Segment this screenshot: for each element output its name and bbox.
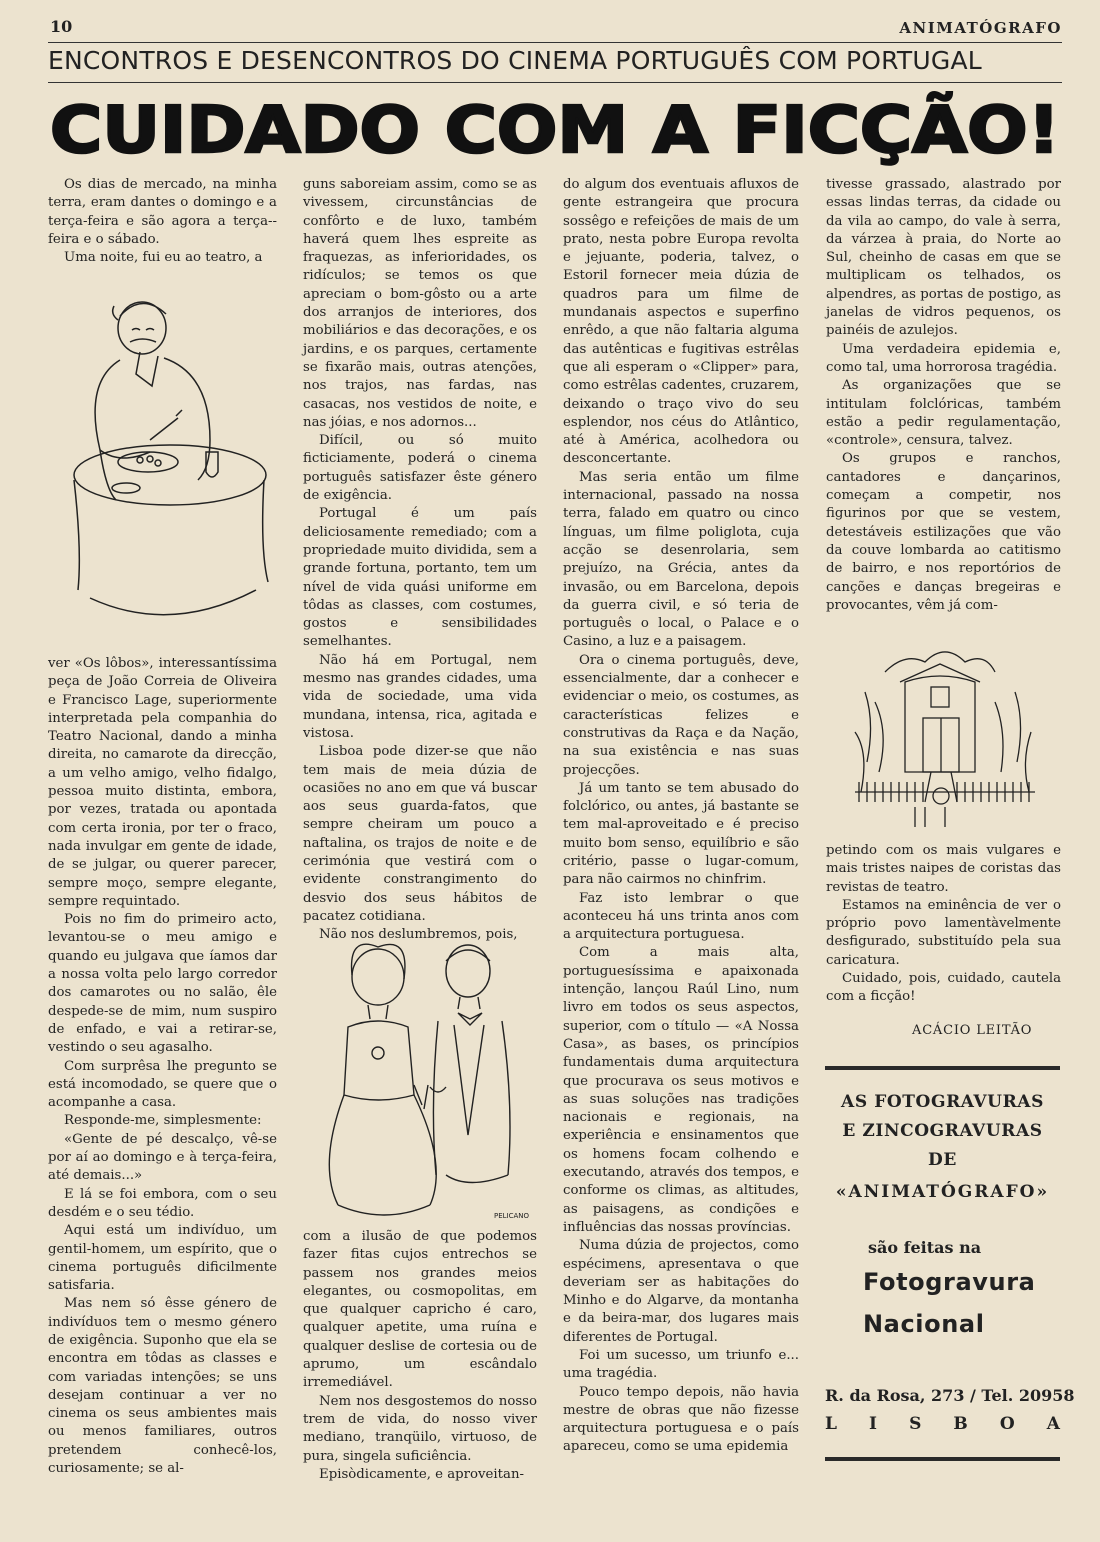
article-paragraph: Foi um sucesso, um triunfo e... uma tragédia. [563, 1348, 799, 1382]
ad-company-name-2: Nacional [863, 1310, 985, 1338]
article-paragraph: Faz isto lembrar o que aconteceu há uns trinta anos com a arquitectura portuguesa. [563, 890, 799, 943]
article-paragraph: Aqui está um indivíduo, um gentil-homem, um espírito, que o cinema português dificilmente satisfaria. [48, 1223, 277, 1294]
article-paragraph: Uma verdadeira epidemia e, como tal, uma horrorosa tragédia. [826, 341, 1061, 375]
article-paragraph: Não nos deslumbremos, pois, [319, 927, 518, 943]
kicker-rule [48, 82, 1062, 83]
ad-line-3: DE [928, 1150, 957, 1170]
article-paragraph: Estamos na eminência de ver o próprio povo lamentàvelmente desfigurado, substituído pela sua caricatura. [826, 897, 1061, 968]
article-title [48, 86, 1062, 166]
article-kicker: ENCONTROS E DESENCONTROS DO CINEMA PORTUGUÊS COM PORTUGAL [48, 46, 982, 75]
column-1-top [48, 176, 277, 267]
ad-address: R. da Rosa, 273 / Tel. 20958 [825, 1386, 1075, 1405]
ad-city-letter: I [869, 1414, 877, 1434]
article-paragraph: ver «Os lôbos», interessantíssima peça de João Correia de Oliveira e Francisco Lage, superiormente interpretada pela companhia do Teatro Nacional, dando a minha direita, no camarote da direcção, a um velho amigo, velho fidalgo, pessoa muito distinta, embora, por vezes, tratada ou apontada com certa ironia, por ter o fraco, nada invulgar em gente de idade, de se julgar, ou querer parecer, sempre moço, sempre elegante, sempre requintado. [48, 656, 277, 909]
ad-city-letter: B [953, 1414, 968, 1434]
couple-illustration [318, 935, 540, 1225]
article-paragraph: «Gente de pé descalço, vê-se por aí ao domingo e à terça-feira, até demais...» [48, 1131, 277, 1184]
article-paragraph: Responde-me, simplesmente: [64, 1113, 262, 1129]
article-paragraph: Pois no fim do primeiro acto, levantou-se o meu amigo e quando eu julgava que íamos dar a nossa volta pelo largo corredor dos camarotes ou no salão, êle despede-se de mim, num suspiro de enfado, e vai a retirar-se, vestindo o seu agasalho. [48, 912, 277, 1056]
column-3 [563, 176, 799, 1457]
article-paragraph: Pouco tempo depois, não havia mestre de obras que não fizesse arquitectura portuguesa e o país apareceu, como se uma epidemia [563, 1384, 799, 1455]
article-paragraph: Os dias de mercado, na minha terra, eram dantes o domingo e a terça-feira e são agora a terça--feira e o sábado. [48, 177, 277, 247]
ad-city-letter: O [999, 1414, 1015, 1434]
column-4-bottom [826, 842, 1061, 1007]
house-illustration [845, 632, 1045, 832]
article-paragraph: petindo com os mais vulgares e mais tristes naipes de coristas das revistas de teatro. [826, 843, 1061, 895]
article-paragraph: Com surprêsa lhe pregunto se está incomodado, se quere que o acompanhe a casa. [48, 1058, 277, 1111]
article-paragraph: Numa dúzia de projectos, como espécimens, apresentava o que deveriam ser as habitações do Minho e do Algarve, da montanha e da beira-mar, dos lugares mais diferentes de Portugal. [563, 1238, 799, 1345]
author-signature: ACÁCIO LEITÃO [912, 1023, 1033, 1038]
ad-feitas-na: são feitas na [868, 1238, 982, 1257]
ad-bottom-rule [825, 1457, 1060, 1461]
article-paragraph: Portugal é um país deliciosamente remediado; com a propriedade muito dividida, sem a grande fortuna, portanto, tem um nível de vida quási uniforme em tôdas as classes, com costumes, gostos e sensibilidades semelhantes. [303, 506, 537, 650]
ad-city-letter: L [825, 1414, 837, 1434]
ad-city [825, 1414, 1060, 1434]
article-paragraph: Episòdicamente, e aproveitan- [319, 1466, 525, 1482]
ad-top-rule [825, 1066, 1060, 1070]
article-paragraph: Já um tanto se tem abusado do folclórico, ou antes, já bastante se tem mal-aproveitado e é preciso muito bom senso, equilíbrio e são critério, passe o lugar-comum, para não cairmos no chinfrim. [563, 780, 799, 888]
column-2-top [303, 176, 537, 944]
article-paragraph: Nem nos desgostemos do nosso trem de vida, do nosso viver mediano, tranqüilo, virtuoso, de pura, singela suficiência. [303, 1393, 537, 1464]
magazine-name: ANIMATÓGRAFO [899, 19, 1062, 37]
article-paragraph: Difícil, ou só muito ficticiamente, poderá o cinema português satisfazer êste género de exigência. [303, 433, 537, 504]
article-paragraph: Não há em Portugal, nem mesmo nas grandes cidades, uma vida de sociedade, uma vida mundana, intensa, rica, agitada e vistosa. [303, 652, 537, 741]
illustration-signature: PELICANO [494, 1212, 530, 1220]
article-paragraph: E lá se foi embora, com o seu desdém e o seu tédio. [48, 1186, 277, 1220]
article-paragraph: Mas seria então um filme internacional, passado na nossa terra, falado em quatro ou cinco línguas, um filme poliglota, cuja acção se desenrolaria, sem prejuízo, na Grécia, antes da invasão, ou em Barcelona, depois da guerra civil, e só teria de português o local, o Palace e o Casino, a luz e a paisagem. [563, 469, 799, 650]
ad-city-letter: S [909, 1414, 922, 1434]
article-paragraph: Os grupos e ranchos, cantadores e dançarinos, começam a competir, nos figurinos por que se vestem, detestáveis estilizações que vão da couve lombarda ao catitismo de bairro, e nos reportórios de canções e danças bregeiras e provocantes, vêm já com- [826, 451, 1061, 613]
ad-line-4: «ANIMATÓGRAFO» [835, 1182, 1050, 1202]
article-paragraph: do algum dos eventuais afluxos de gente estrangeira que procura sossêgo e refeições de mais de um prato, nesta pobre Europa revolta e jejuante, poderia, talvez, o Estoril fornecer meia dúzia de quadros para um filme de mundanais aspectos e superfino enrêdo, a que não faltaria alguma das autênticas e fugitivas estrêlas que ali esperam o «Clipper» para, como estrêlas cadentes, cruzarem, deixando o traço vivo do seu esplendor, nos céus do Atlântico, até à América, acolhedora ou desconcertante. [563, 177, 799, 467]
article-paragraph: As organizações que se intitulam folclóricas, também estão a pedir regulamentação, «controle», censura, talvez. [826, 378, 1061, 449]
waiter-illustration [60, 290, 270, 640]
article-paragraph: Mas nem só êsse género de indivíduos tem o mesmo género de exigência. Suponho que ela se encontra em tôdas as classes e com variadas intenções; se uns desejam continuar a ver no cinema os seus ambientes mais ou menos familiares, outros pretendem conhecê-los, curiosamente; se al- [48, 1296, 277, 1477]
ad-line-1: AS FOTOGRAVURAS [841, 1092, 1044, 1112]
article-paragraph: Com a mais alta, portuguesíssima e apaixonada intenção, lançou Raúl Lino, num livro em todos os seus aspectos, superior, com o título — «A Nossa Casa», as bases, os princípios fundamentais duma arquitectura que procurava os seus motivos e as suas soluções nas tradições nacionais e regionais, na experiência e ensinamentos que os homens focam colhendo e executando, através dos tempos, e conforme os climas, as altitudes, as paisagens, as condições e influências das nossas províncias. [563, 945, 799, 1235]
article-paragraph: Ora o cinema português, deve, essencialmente, dar a conhecer e evidenciar o meio, os costumes, as características felizes e construtivas da Raça e da Nação, na sua existência e nas suas projecções. [563, 652, 799, 778]
article-paragraph: guns saboreiam assim, como se as vivessem, circunstâncias de confôrto e de luxo, também haverá quem lhes espreite as fraquezas, as inferioridades, os ridículos; se temos os que apreciam o bom-gôsto ou a arte dos arranjos de interiores, dos mobiliários e das decorações, e os jardins, e os parques, certamente se fixarão mais, outras atenções, nos trajos, nas fardas, nas casacas, nos vestidos de noite, e nas jóias, e nos adornos... [303, 177, 537, 430]
ad-line-2: E ZINCOGRAVURAS [842, 1121, 1043, 1141]
ad-city-letter: A [1046, 1414, 1060, 1434]
article-paragraph: Cuidado, pois, cuidado, cautela com a ficção! [826, 971, 1061, 1005]
article-paragraph: Uma noite, fui eu ao teatro, a [64, 250, 263, 266]
article-paragraph: Lisboa pode dizer-se que não tem mais de meia dúzia de ocasiões no ano em que vá buscar aos seus guarda-fatos, que sempre cheiram um pouco a naftalina, os trajos de noite e de cerimónia que vestirá com o evidente constrangimento do desvio dos seus hábitos de pacatez cotidiana. [303, 744, 537, 924]
article-paragraph: com a ilusão de que podemos fazer fitas cujos entrechos se passem nos grandes meios elegantes, ou cosmopolitas, em que qualquer capricho é caro, qualquer apetite, uma ruína e qualquer deslise de cortesia ou de aprumo, um escândalo irremediável. [303, 1229, 537, 1391]
article-paragraph: tivesse grassado, alastrado por essas lindas terras, da cidade ou da vila ao campo, do vale à serra, da várzea à praia, do Norte ao Sul, cheinho de casas em que se multiplicam os telhados, os alpendres, as portas de postigo, as janelas de vidros pequenos, os painéis de azulejos. [826, 177, 1061, 339]
header-rule [48, 42, 1062, 43]
article-title-text: CUIDADO COM A FICÇÃO! [50, 94, 959, 166]
column-2-bottom [303, 1228, 537, 1484]
ad-company-name-1: Fotogravura [863, 1268, 1036, 1296]
column-4-top [826, 176, 1061, 615]
column-1-bottom [48, 655, 277, 1478]
page-number: 10 [50, 17, 73, 36]
advertisement [825, 1066, 1075, 1461]
